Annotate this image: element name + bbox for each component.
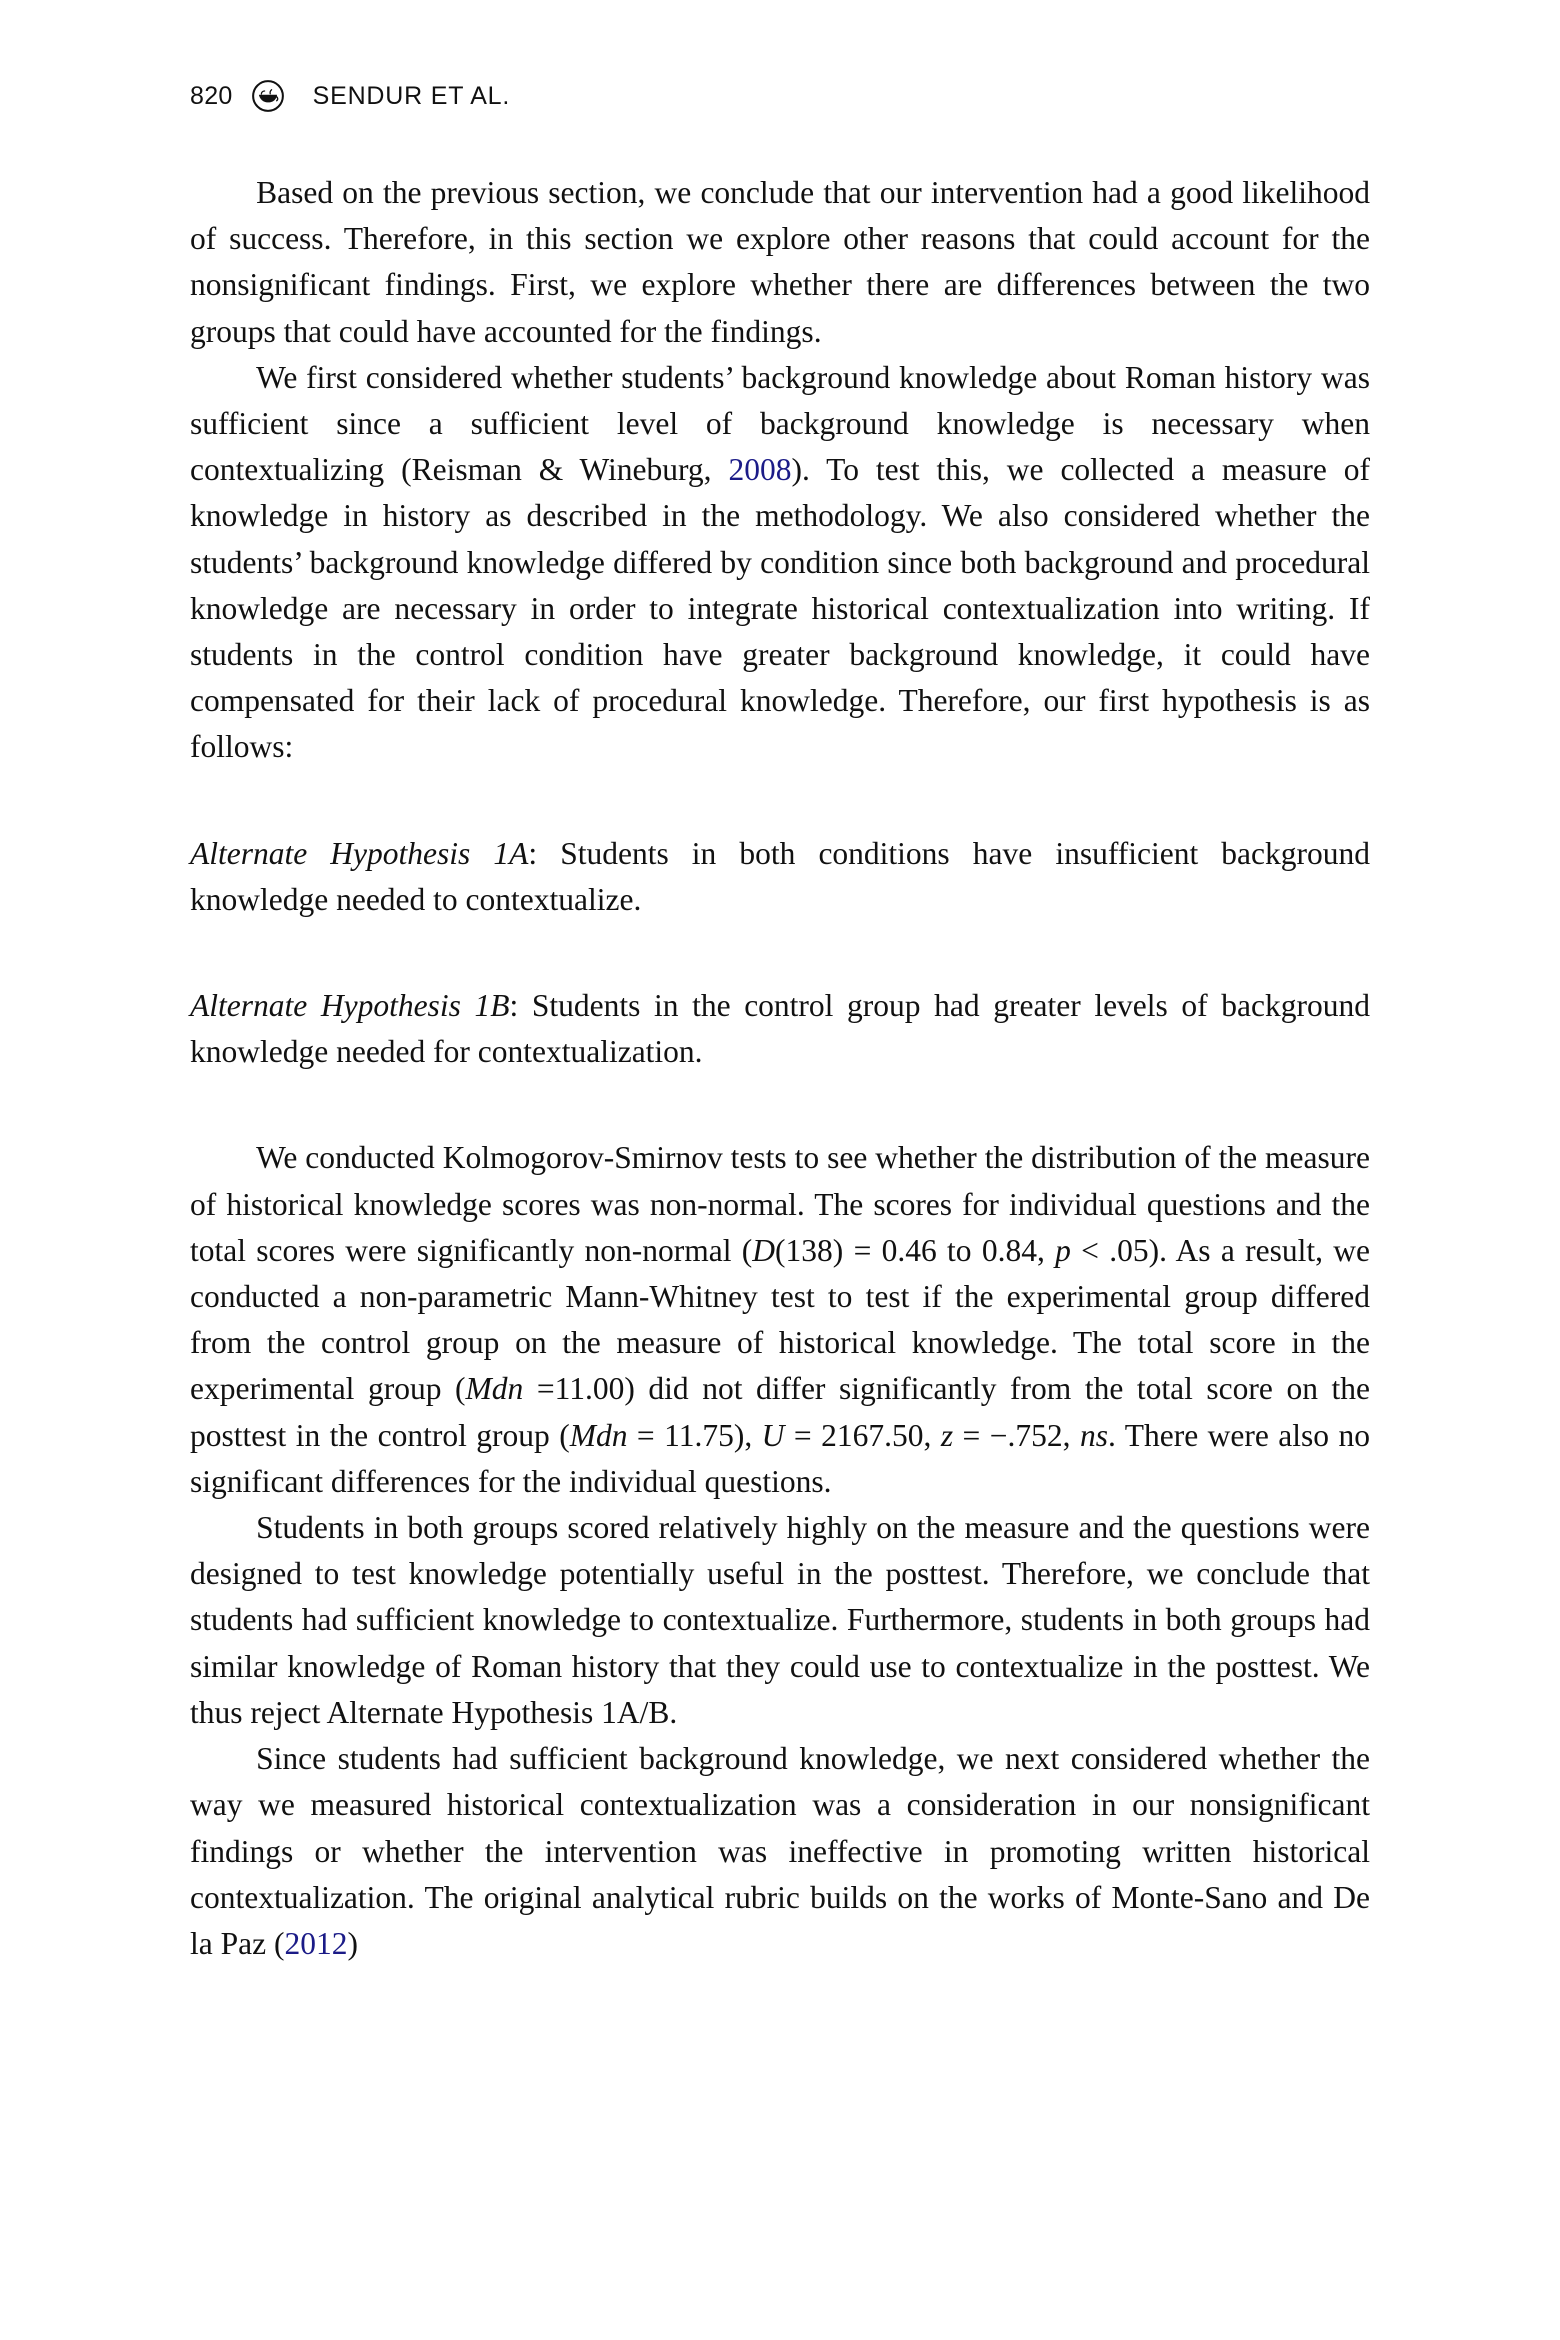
hypothesis-1a [190,831,1370,923]
statistic-symbol-mdn-2: Mdn [569,1417,628,1453]
hypothesis-1b-label: Alternate Hypothesis 1B [190,988,510,1024]
running-head [190,76,510,116]
paragraph-3-seg-6: = 2167.50, [784,1417,941,1453]
hypothesis-1a-text: : Students in both conditions have insufficient background knowledge needed to contextualize. [190,835,1370,917]
statistic-symbol-mdn-1: Mdn [465,1371,524,1407]
citation-link-reisman-wineburg-2008[interactable]: 2008 [728,452,792,488]
statistic-symbol-u: U [761,1417,785,1453]
statistic-symbol-d: D [752,1232,776,1268]
hypothesis-1b-text: : Students in the control group had greater levels of background knowledge needed for contextualization. [190,988,1370,1070]
paragraph-3-seg-7: = −.752, [953,1417,1080,1453]
paragraph-5 [190,1736,1370,1967]
paragraph-2-text-after-citation: ). To test this, we collected a measure of knowledge in history as described in the methodology. We also considered whether the students’ background knowledge differed by condition since both background and procedural knowledge are necessary in order to integrate historical contextualization into writing. If students in the control condition have greater background knowledge, it could have compensated for their lack of procedural knowledge. Therefore, our first hypothesis is as follows: [190,452,1371,765]
paragraph-3-seg-3: < .05). As a result, we conducted a non-parametric Mann-Whitney test to test if the experimental group differed from the control group on the measure of historical knowledge. The total score in the experimental group ( [190,1232,1370,1407]
paragraph-2-text-before-citation: We first considered whether students’ background knowledge about Roman history was sufficient since a sufficient level of background knowledge is necessary when contextualizing (Reisman & Wineburg, [190,359,1370,488]
statistic-symbol-p: p [1055,1232,1071,1268]
paragraph-3-seg-1: We conducted Kolmogorov-Smirnov tests to see whether the distribution of the measure of historical knowledge scores was non-normal. The scores for individual questions and the total scores were significantly non-normal ( [190,1140,1370,1268]
paragraph-2 [190,355,1370,771]
hypothesis-1a-label: Alternate Hypothesis 1A [190,835,529,871]
paragraph-3-seg-8: . There were also no significant differences for the individual questions. [190,1417,1371,1499]
paragraph-3-seg-2: (138) = 0.46 to 0.84, [775,1232,1056,1268]
publisher-lamp-icon [251,79,285,113]
paragraph-3-seg-5: = 11.75), [627,1417,762,1453]
paragraph-1: Based on the previous section, we conclude that our intervention had a good likelihood of success. Therefore, in this section we explore other reasons that could account for the nonsignificant findings. First, we explore whether there are differences between the two groups that could have accounted for the findings. [190,175,1370,349]
statistic-symbol-ns: ns [1079,1417,1108,1453]
paragraph-5-text-after-citation: ) [347,1925,358,1961]
citation-link-monte-sano-de-la-paz-2012[interactable]: 2012 [284,1925,348,1961]
paragraph-3-seg-4: =11.00) did not differ significantly from the total score on the posttest in the control group ( [190,1371,1370,1453]
paragraph-3 [190,1135,1370,1505]
paragraph-4: Students in both groups scored relatively highly on the measure and the questions were designed to test knowledge potentially useful in the posttest. Therefore, we conclude that students had sufficient knowledge to contextualize. Furthermore, students in both groups had similar knowledge of Roman history that they could use to contextualize in the posttest. We thus reject Alternate Hypothesis 1A/B. [190,1510,1370,1730]
running-head-title: SENDUR ET AL. [312,81,511,110]
hypothesis-1b [190,983,1370,1075]
paragraph-5-text-before-citation: Since students had sufficient background knowledge, we next considered whether the way we measured historical contextualization was a consideration in our nonsignificant findings or whether the intervention was ineffective in promoting written historical contextualization. The original analytical rubric builds on the works of Monte-Sano and De la Paz ( [190,1741,1370,1961]
statistic-symbol-z: z [940,1417,954,1453]
page-number: 820 [190,81,233,110]
body-column [190,170,1370,1967]
